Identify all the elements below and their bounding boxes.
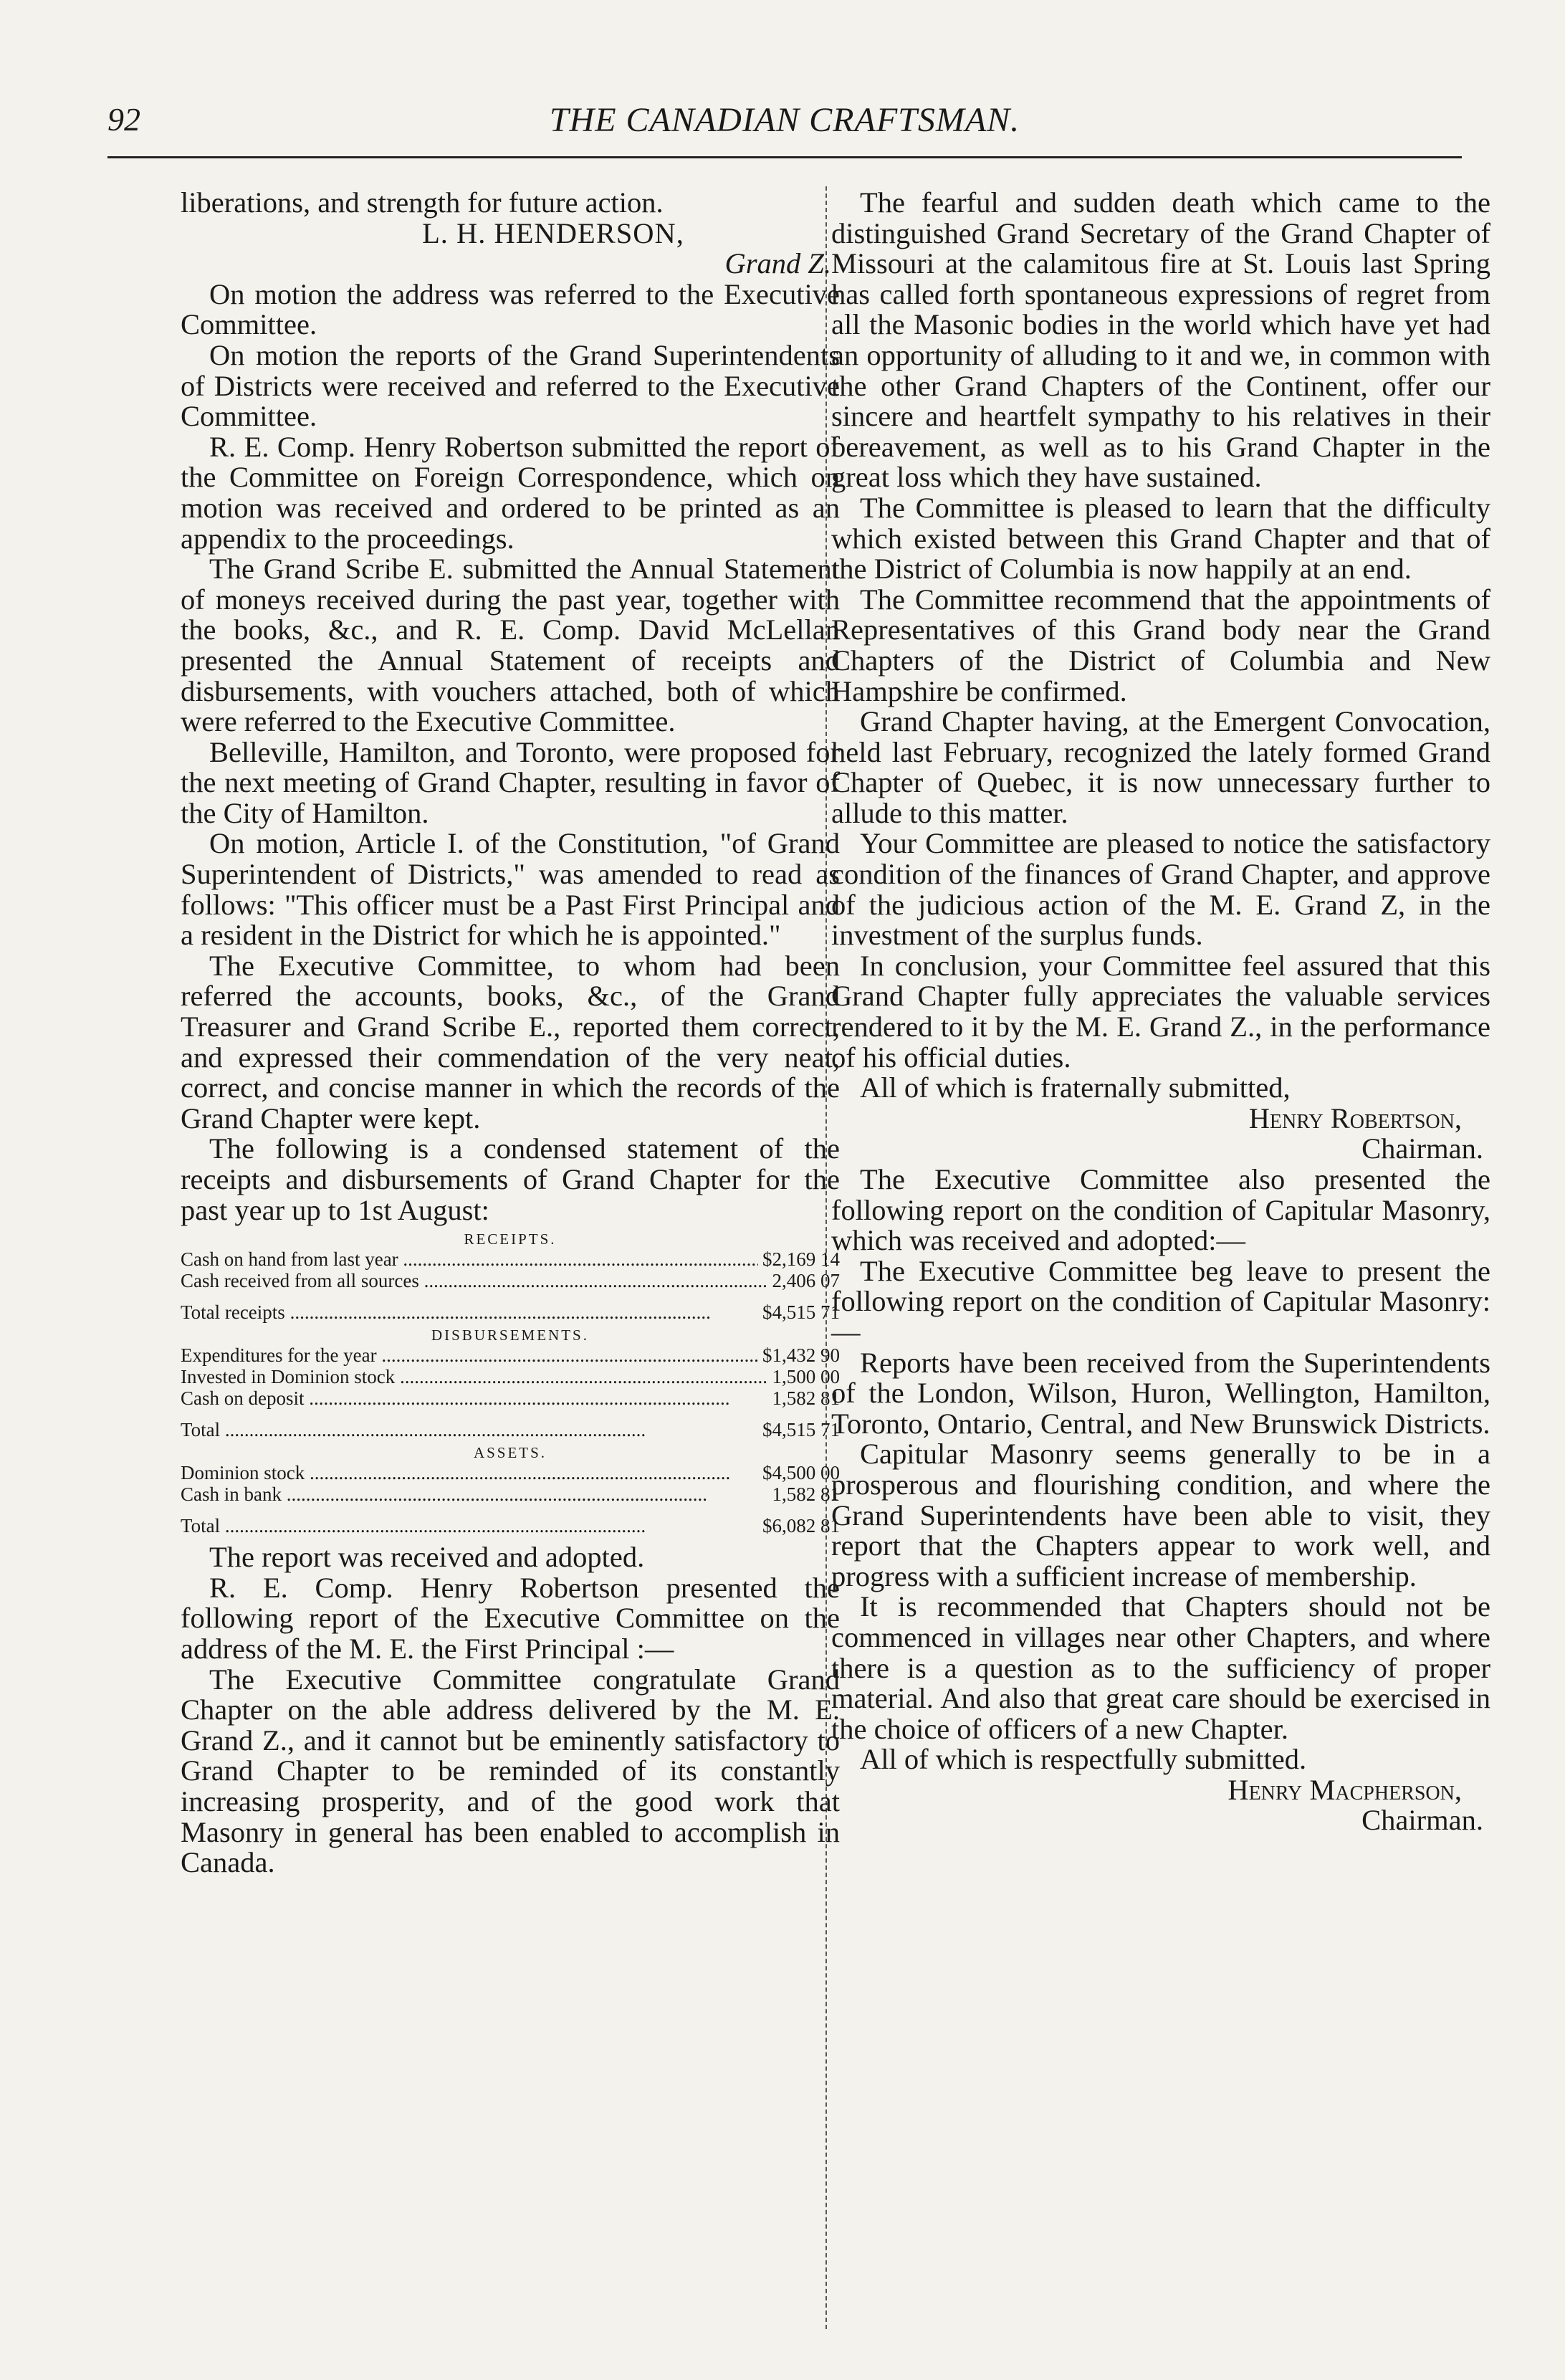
paragraph: In conclusion, your Committee feel assured that this Grand Chapter fully appreciates the valuable services rendered to it by the M. E. Grand Z., in the performance of his official duties.: [831, 949, 1490, 1074]
paragraph: The report was received and adopted.: [209, 1541, 645, 1574]
finance-row: [181, 1515, 840, 1537]
paragraph: On motion the reports of the Grand Superintendents of Districts were received and referred to the Executive Committee.: [181, 338, 840, 433]
finance-amount: 1,582 81: [772, 1387, 840, 1410]
header-rule: [107, 156, 1462, 158]
paragraph: Your Committee are pleased to notice the satisfactory condition of the finances of Grand Chapter, and approve of the judicious action of the M. E. Grand Z, in the investment of the surplus funds.: [831, 827, 1490, 952]
finance-row: [181, 1387, 840, 1409]
paragraph: The Committee is pleased to learn that the difficulty which existed between this Grand Chapter and that of the District of Columbia is now happily at an end.: [831, 491, 1490, 586]
paragraph: The Executive Committee beg leave to present the following report on the condition of Capitular Masonry:—: [831, 1254, 1490, 1348]
finance-row: [181, 1301, 840, 1323]
finance-amount: 1,500 00: [772, 1366, 840, 1388]
paragraph: The Executive Committee also presented the following report on the condition of Capitular Masonry, which was received and adopted:—: [831, 1163, 1490, 1257]
paragraph: Capitular Masonry seems generally to be in a prosperous and flourishing condition, and where the Grand Superintendents have been able to visit, they report that the Chapters appear to work well, and progress with a sufficient increase of membership.: [831, 1438, 1490, 1592]
paragraph: Belleville, Hamilton, and Toronto, were proposed for the next meeting of Grand Chapter, resulting in favor of the City of Hamilton.: [181, 735, 840, 829]
signature-name: L. H. HENDERSON,: [422, 216, 684, 249]
signature-title: Chairman.: [1361, 1804, 1483, 1837]
finance-amount: 1,582 81: [772, 1483, 840, 1506]
finance-amount: $4,515 71: [762, 1301, 840, 1324]
finance-row: [181, 1270, 840, 1291]
finance-label: Cash on deposit .....: [181, 1387, 768, 1409]
paragraph: The Grand Scribe E. submitted the Annual Statement of moneys received during the past year, together with the books, &c., and R. E. Comp. David McLellan presented the Annual Statement of receipts and disbursements, with vouchers attached, both of which were referred to the Executive Committee.: [181, 553, 840, 738]
assets-heading: ASSETS.: [473, 1444, 547, 1462]
finance-amount: $6,082 81: [762, 1515, 840, 1537]
finance-amount: $4,515 71: [762, 1419, 840, 1441]
finance-label: Total .....: [181, 1515, 758, 1537]
paragraph: R. E. Comp. Henry Robertson submitted the report of the Committee on Foreign Correspondence, which on motion was received and ordered to be printed as an appendix to the proceedings.: [181, 430, 840, 555]
signature-name: Henry Robertson,: [1248, 1101, 1462, 1134]
paragraph: liberations, and strength for future action.: [181, 186, 664, 219]
finance-label: Total receipts .....: [181, 1301, 758, 1323]
finance-label: Invested in Dominion stock .....: [181, 1366, 768, 1387]
finance-label: Dominion stock .....: [181, 1462, 758, 1483]
finance-label: Total .....: [181, 1419, 758, 1440]
paragraph: Grand Chapter having, at the Emergent Convocation, held last February, recognized the lately formed Grand Chapter of Quebec, it is now unnecessary further to allude to this matter.: [831, 705, 1490, 829]
paragraph: The Executive Committee, to whom had been referred the accounts, books, &c., of the Grand Treasurer and Grand Scribe E., reported them correct, and expressed their commendation of the very neat, correct, and concise manner in which the records of the Grand Chapter were kept.: [181, 949, 840, 1134]
paragraph: All of which is respectfully submitted.: [860, 1743, 1307, 1776]
finance-label: Cash received from all sources .....: [181, 1270, 768, 1291]
finance-amount: 2,406 07: [772, 1270, 840, 1292]
finance-row: [181, 1366, 840, 1387]
paragraph: The Committee recommend that the appointments of Representatives of this Grand body near the Grand Chapters of the District of Columbia and New Hampshire be confirmed.: [831, 583, 1490, 707]
finance-amount: $2,169 14: [762, 1248, 840, 1271]
signature-name: Henry Macpherson,: [1227, 1773, 1462, 1806]
running-title: THE CANADIAN CRAFTSMAN.: [549, 101, 1020, 139]
finance-amount: $4,500 00: [762, 1462, 840, 1484]
signature-title: Chairman.: [1361, 1132, 1483, 1165]
finance-amount: $1,432 90: [762, 1344, 840, 1367]
finance-row: [181, 1248, 840, 1270]
receipts-heading: RECEIPTS.: [464, 1230, 557, 1248]
finance-row: [181, 1344, 840, 1366]
finance-row: [181, 1419, 840, 1440]
paragraph: On motion, Article I. of the Constitution, "of Grand Superintendent of Districts," was amended to read as follows: "This officer must be a Past First Principal and a resident in the District for which he is appointed.": [181, 827, 840, 952]
signature-title: Grand Z.: [724, 247, 831, 280]
paragraph: All of which is fraternally submitted,: [860, 1071, 1291, 1104]
paragraph: The following is a condensed statement of the receipts and disbursements of Grand Chapter for the past year up to 1st August:: [181, 1132, 840, 1226]
paragraph: The Executive Committee congratulate Grand Chapter on the able address delivered by the M. E. Grand Z., and it cannot but be eminently satisfactory to Grand Chapter to be reminded of its constantly increasing prosperity, and of the good work that Masonry in general has been enabled to accomplish in Canada.: [181, 1663, 840, 1879]
page-number: 92: [107, 101, 140, 138]
finance-label: Cash on hand from last year .....: [181, 1248, 758, 1270]
disbursements-heading: DISBURSEMENTS.: [431, 1327, 589, 1344]
financial-statement: [181, 1230, 840, 1537]
finance-row: [181, 1483, 840, 1505]
finance-label: Cash in bank .....: [181, 1483, 768, 1505]
paragraph: Reports have been received from the Superintendents of the London, Wilson, Huron, Wellington, Hamilton, Toronto, Ontario, Central, and New Brunswick Districts.: [831, 1346, 1490, 1440]
finance-label: Expenditures for the year .....: [181, 1344, 758, 1366]
left-column: [181, 188, 840, 1878]
paragraph: On motion the address was referred to the Executive Committee.: [181, 277, 840, 341]
paragraph: R. E. Comp. Henry Robertson presented the following report of the Executive Committee on the address of the M. E. the First Principal :—: [181, 1571, 840, 1665]
paragraph: It is recommended that Chapters should not be commenced in villages near other Chapters, and where there is a question as to the sufficiency of proper material. And also that great care should be exercised in the choice of officers of a new Chapter.: [831, 1590, 1490, 1745]
finance-row: [181, 1462, 840, 1483]
right-column: [831, 188, 1490, 1836]
paragraph: The fearful and sudden death which came to the distinguished Grand Secretary of the Grand Chapter of Missouri at the calamitous fire at St. Louis last Spring has called forth spontaneous expressions of regret from all the Masonic bodies in the world which have yet had an opportunity of alluding to it and we, in common with the other Grand Chapters of the Continent, offer our sincere and heartfelt sympathy to his relatives in their bereavement, as well as to his Grand Chapter in the great loss which they have sustained.: [831, 186, 1490, 494]
page-header: [107, 100, 1462, 158]
